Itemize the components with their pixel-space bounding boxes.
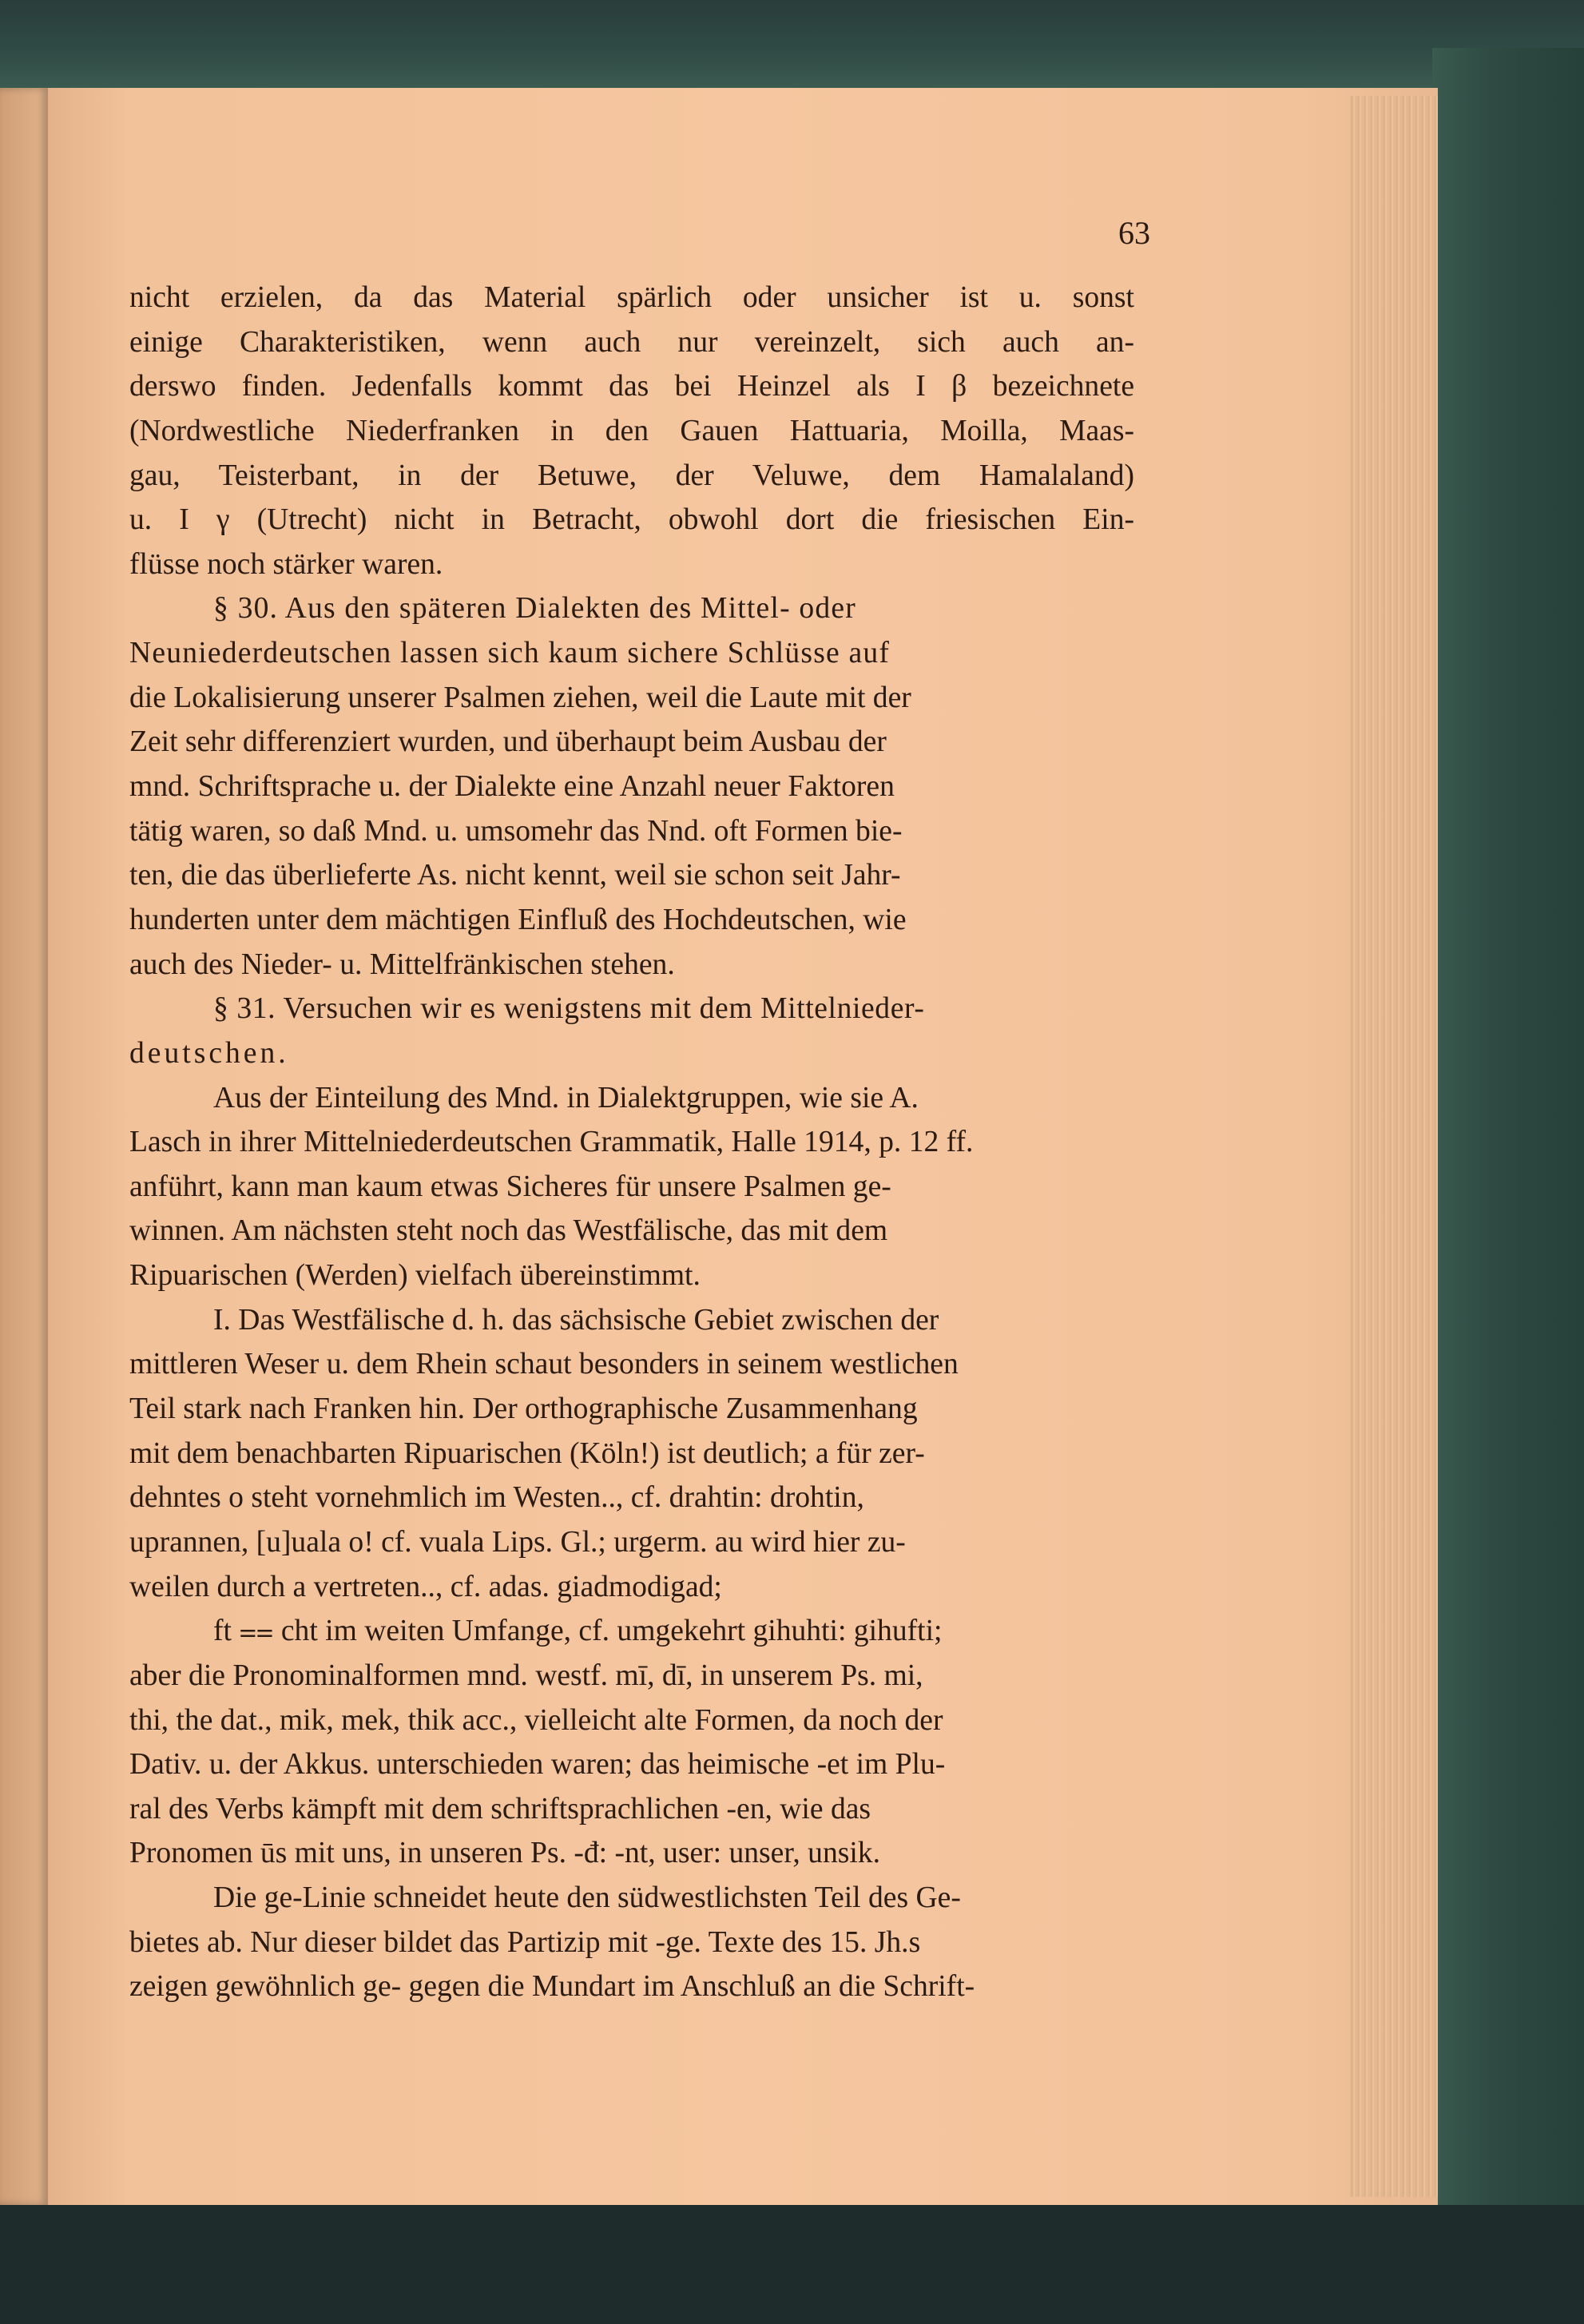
text-line: auch des Nieder- u. Mittelfränkischen stehen. [129,947,675,981]
text-line: Aus der Einteilung des Mnd. in Dialektgruppen, wie sie A. [213,1081,919,1114]
text-line: u. I γ (Utrecht) nicht in Betracht, obwohl dort die friesischen Ein- [129,503,1134,537]
text-line: winnen. Am nächsten steht noch das Westfälische, das mit dem [129,1214,888,1248]
text-line: Die ge-Linie schneidet heute den südwestlichsten Teil des Ge- [213,1881,961,1915]
text-line: ten, die das überlieferte As. nicht kennt, weil sie schon seit Jahr- [129,859,901,892]
section-heading-line: § 30. Aus den späteren Dialekten des Mittel- oder [213,592,856,626]
text-line: deutschen. [129,1036,289,1070]
text-line: Lasch in ihrer Mittelniederdeutschen Grammatik, Halle 1914, p. 12 ff. [129,1126,974,1159]
text-line: derswo finden. Jedenfalls kommt das bei Heinzel als I β bezeichnete [129,370,1134,403]
text-line: einige Charakteristiken, wenn auch nur vereinzelt, sich auch an- [129,325,1134,359]
text-line: mnd. Schriftsprache u. der Dialekte eine Anzahl neuer Faktoren [129,770,895,804]
text-line: Teil stark nach Franken hin. Der orthographische Zusammenhang [129,1392,918,1426]
body-text [129,276,1134,2009]
text-line: Neuniederdeutschen lassen sich kaum sichere Schlüsse auf [129,637,891,670]
text-line: flüsse noch stärker waren. [129,547,443,581]
text-line: weilen durch a vertreten.., cf. adas. giadmodigad; [129,1570,722,1603]
text-line: bietes ab. Nur dieser bildet das Partizip mit -ge. Texte des 15. Jh.s [129,1925,921,1959]
text-line: I. Das Westfälische d. h. das sächsische Gebiet zwischen der [213,1303,939,1337]
text-line: ral des Verbs kämpft mit dem schriftsprachlichen -en, wie das [129,1792,871,1825]
text-line: gau, Teisterbant, in der Betuwe, der Veluwe, dem Hamalaland) [129,459,1134,492]
text-line: uprannen, [u]uala o! cf. vuala Lips. Gl.; urgerm. au wird hier zu- [129,1525,906,1559]
text-line: thi, the dat., mik, mek, thik acc., vielleicht alte Formen, da noch der [129,1703,943,1737]
text-line: Dativ. u. der Akkus. unterschieden waren; das heimische -et im Plu- [129,1748,946,1782]
text-line: Pronomen ūs mit uns, in unseren Ps. -đ: -nt, user: unser, unsik. [129,1837,880,1870]
text-line: (Nordwestliche Niederfranken in den Gauen Hattuaria, Moilla, Maas- [129,414,1134,447]
text-line: ft ⩵ cht im weiten Umfange, cf. umgekehrt gihuhti: gihufti; [213,1615,943,1648]
section-heading-line: § 31. Versuchen wir es wenigstens mit dem Mittelnieder- [213,992,925,1026]
text-line: Zeit sehr differenziert wurden, und überhaupt beim Ausbau der [129,725,887,759]
book-cover-top-edge [0,0,1584,88]
text-line: hunderten unter dem mächtigen Einfluß des Hochdeutschen, wie [129,903,907,936]
text-line: aber die Pronominalformen mnd. westf. mī, dī, in unserem Ps. mi, [129,1659,923,1692]
text-line: dehntes o steht vornehmlich im Westen.., cf. drahtin: drohtin, [129,1481,864,1515]
text-line: mit dem benachbarten Ripuarischen (Köln!) ist deutlich; a für zer- [129,1436,925,1470]
text-line: Ripuarischen (Werden) vielfach übereinstimmt. [129,1259,701,1293]
text-line: die Lokalisierung unserer Psalmen ziehen, weil die Laute mit der [129,681,911,714]
page-stack-edges [1350,96,1438,2197]
text-line: zeigen gewöhnlich ge- gegen die Mundart im Anschluß an die Schrift- [129,1970,975,2004]
facing-page-edge [0,88,48,2205]
text-line: anführt, kann man kaum etwas Sicheres für unsere Psalmen ge- [129,1170,891,1203]
text-line: mittleren Weser u. dem Rhein schaut besonders in seinem westlichen [129,1348,959,1381]
book-cover-right-edge [1432,48,1584,2205]
text-line: nicht erzielen, da das Material spärlich oder unsicher ist u. sonst [129,281,1134,314]
text-line: tätig waren, so daß Mnd. u. umsomehr das Nnd. oft Formen bie- [129,814,903,848]
background-below-book [0,2205,1584,2324]
page-number: 63 [1118,215,1150,251]
